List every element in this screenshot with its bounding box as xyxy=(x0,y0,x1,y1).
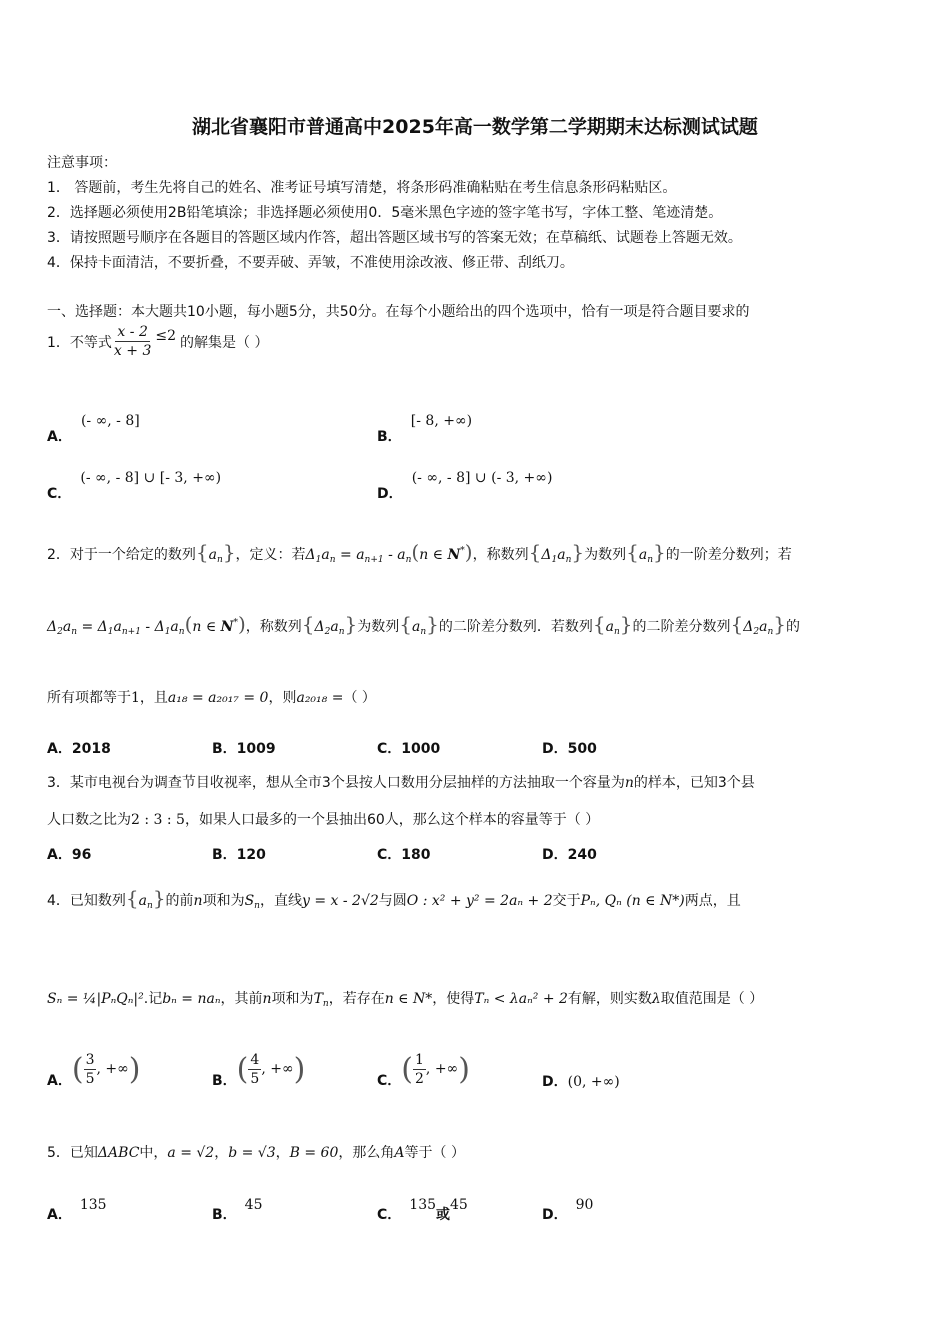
question-2-line-3: 所有项都等于1，且a₁₈ = a₂₀₁₇ = 0，则a₂₀₁₈ =（ ） xyxy=(47,690,376,706)
notes-heading: 注意事项： xyxy=(47,155,117,171)
q2-condition: a₁₈ = a₂₀₁₇ = 0 xyxy=(167,690,269,706)
q4-inequality: Tₙ < λaₙ² + 2 xyxy=(474,991,568,1007)
q3-number: 3． xyxy=(47,775,70,791)
question-4-line-2: Sₙ = ¼|PₙQₙ|².记bₙ = naₙ，其前n项和为$T_n$，若存在n ∈ N*，使得Tₙ < λaₙ² + 2有解，则实数λ取值范围是（ ） xyxy=(47,991,764,1009)
q2-option-c: C．1000 xyxy=(377,741,441,757)
question-2-line-1: 2．对于一个给定的数列$\{a_n\}$，定义：若$\Delta_1a_n = a_{n+1} - a_n(n$ ∈ N*)，称数列$\{\Delta_1a_n\}$为数列$\{a_n\}$的一阶差分数列；若 xyxy=(47,540,792,565)
q3-option-d: D．240 xyxy=(542,847,597,863)
q3-ratio: 2 : 3 : 5 xyxy=(131,812,185,828)
q4-option-d: D．(0, +∞) xyxy=(542,1074,620,1090)
q2-option-a: A．2018 xyxy=(47,741,111,757)
note-item-2: 2．选择题必须使用2B铅笔填涂；非选择题必须使用0．5毫米黑色字迹的签字笔书写，字体工整、笔迹清楚。 xyxy=(47,205,723,221)
q5-option-d: D．90 xyxy=(542,1197,594,1223)
q5-option-a: A．135 xyxy=(47,1197,107,1223)
q5-option-c: C．135或45 xyxy=(377,1197,468,1223)
q2-option-b: B．1009 xyxy=(212,741,276,757)
q4-points: Pₙ, Qₙ (n ∈ N*) xyxy=(580,893,685,909)
q1-option-d-text: (- ∞, - 8] ∪ (- 3, +∞) xyxy=(411,470,553,486)
page-title: 湖北省襄阳市普通高中2025年高一数学第二学期期末达标测试试题 xyxy=(192,116,758,138)
q5-number: 5． xyxy=(47,1145,70,1161)
note-item-4: 4．保持卡面清洁，不要折叠，不要弄破、弄皱，不准使用涂改液、修正带、刮纸刀。 xyxy=(47,255,574,271)
question-4-line-1: 4．已知数列$\{a_n\}$的前n项和为$S_n$，直线y = x - 2√2与圆O : x² + y² = 2aₙ + 2交于Pₙ, Qₙ (n ∈ N*)两点，且 xyxy=(47,886,741,911)
q1-option-a-text: (- ∞, - 8] xyxy=(80,413,140,429)
question-3-line-2: 人口数之比为2 : 3 : 5，如果人口最多的一个县抽出60人，那么这个样本的容量等于（ ） xyxy=(47,812,600,828)
question-5: 5．已知ΔABC中，a = √2，b = √3，B = 60，那么角A等于（ ） xyxy=(47,1145,465,1161)
q2-option-d: D．500 xyxy=(542,741,597,757)
question-2-line-2: $\Delta_2a_n = \Delta_1a_{n+1} - \Delta_1a_n(n$ ∈ N*)，称数列$\{\Delta_2a_n\}$为数列$\{a_n\}$的二阶差分数列．若数列$\{a_n\}$的二阶差分数列$\{\Delta_2a_n\}$的 xyxy=(47,612,800,637)
q1-option-b-text: [- 8, +∞) xyxy=(410,413,473,429)
q4-sn-expr: Sₙ = ¼|PₙQₙ|² xyxy=(47,991,144,1007)
q2-number: 2． xyxy=(47,547,70,563)
q4-number: 4． xyxy=(47,893,70,909)
q1-fraction xyxy=(114,323,151,360)
section-heading: 一、选择题：本大题共10小题，每小题5分，共50分。在每个小题给出的四个选项中，恰有一项是符合题目要求的 xyxy=(47,304,750,320)
q4-option-b: B． ( $\frac{4}{5}$ , +∞ ) xyxy=(212,1051,306,1089)
q1-denominator: x + 3 xyxy=(113,343,152,359)
q4-circle: O : x² + y² = 2aₙ + 2 xyxy=(406,893,553,909)
q4-option-c: C． ( $\frac{1}{2}$ , +∞ ) xyxy=(377,1051,470,1089)
q3-option-c: C．180 xyxy=(377,847,431,863)
q4-line: y = x - 2√2 xyxy=(301,893,379,909)
q1-numerator: x - 2 xyxy=(117,324,148,340)
q1-text-post: 的解集是（ ） xyxy=(180,334,269,351)
question-1 xyxy=(47,323,268,360)
q1-number: 1． xyxy=(47,334,70,351)
q1-option-c-text: (- ∞, - 8] ∪ [- 3, +∞) xyxy=(80,470,222,486)
q1-relation: ≤2 xyxy=(155,327,176,344)
question-3-line-1: 3．某市电视台为调查节目收视率，想从全市3个县按人口数用分层抽样的方法抽取一个容量为n的样本，已知3个县 xyxy=(47,775,755,791)
q1-text-pre: 不等式 xyxy=(69,334,112,351)
q3-option-b: B．120 xyxy=(212,847,266,863)
q5-option-b: B．45 xyxy=(212,1197,263,1223)
note-item-1: 1． 答题前，考生先将自己的姓名、准考证号填写清楚，将条形码准确粘贴在考生信息条形码粘贴区。 xyxy=(47,180,677,196)
q3-option-a: A．96 xyxy=(47,847,92,863)
note-item-3: 3．请按照题号顺序在各题目的答题区域内作答，超出答题区域书写的答案无效；在草稿纸、试题卷上答题无效。 xyxy=(47,230,742,246)
q4-option-a: A． ( $\frac{3}{5}$ , +∞ ) xyxy=(47,1051,141,1089)
q1-option-a: A． (- ∞, - 8] xyxy=(47,413,140,445)
q1-option-d: D． (- ∞, - 8] ∪ (- 3, +∞) xyxy=(377,470,553,502)
q1-option-c: C． (- ∞, - 8] ∪ [- 3, +∞) xyxy=(47,470,222,502)
q4-bn: bₙ = naₙ xyxy=(162,991,221,1007)
q2-ask: a₂₀₁₈ = xyxy=(296,690,344,706)
q1-option-b: B． [- 8, +∞) xyxy=(377,413,473,445)
